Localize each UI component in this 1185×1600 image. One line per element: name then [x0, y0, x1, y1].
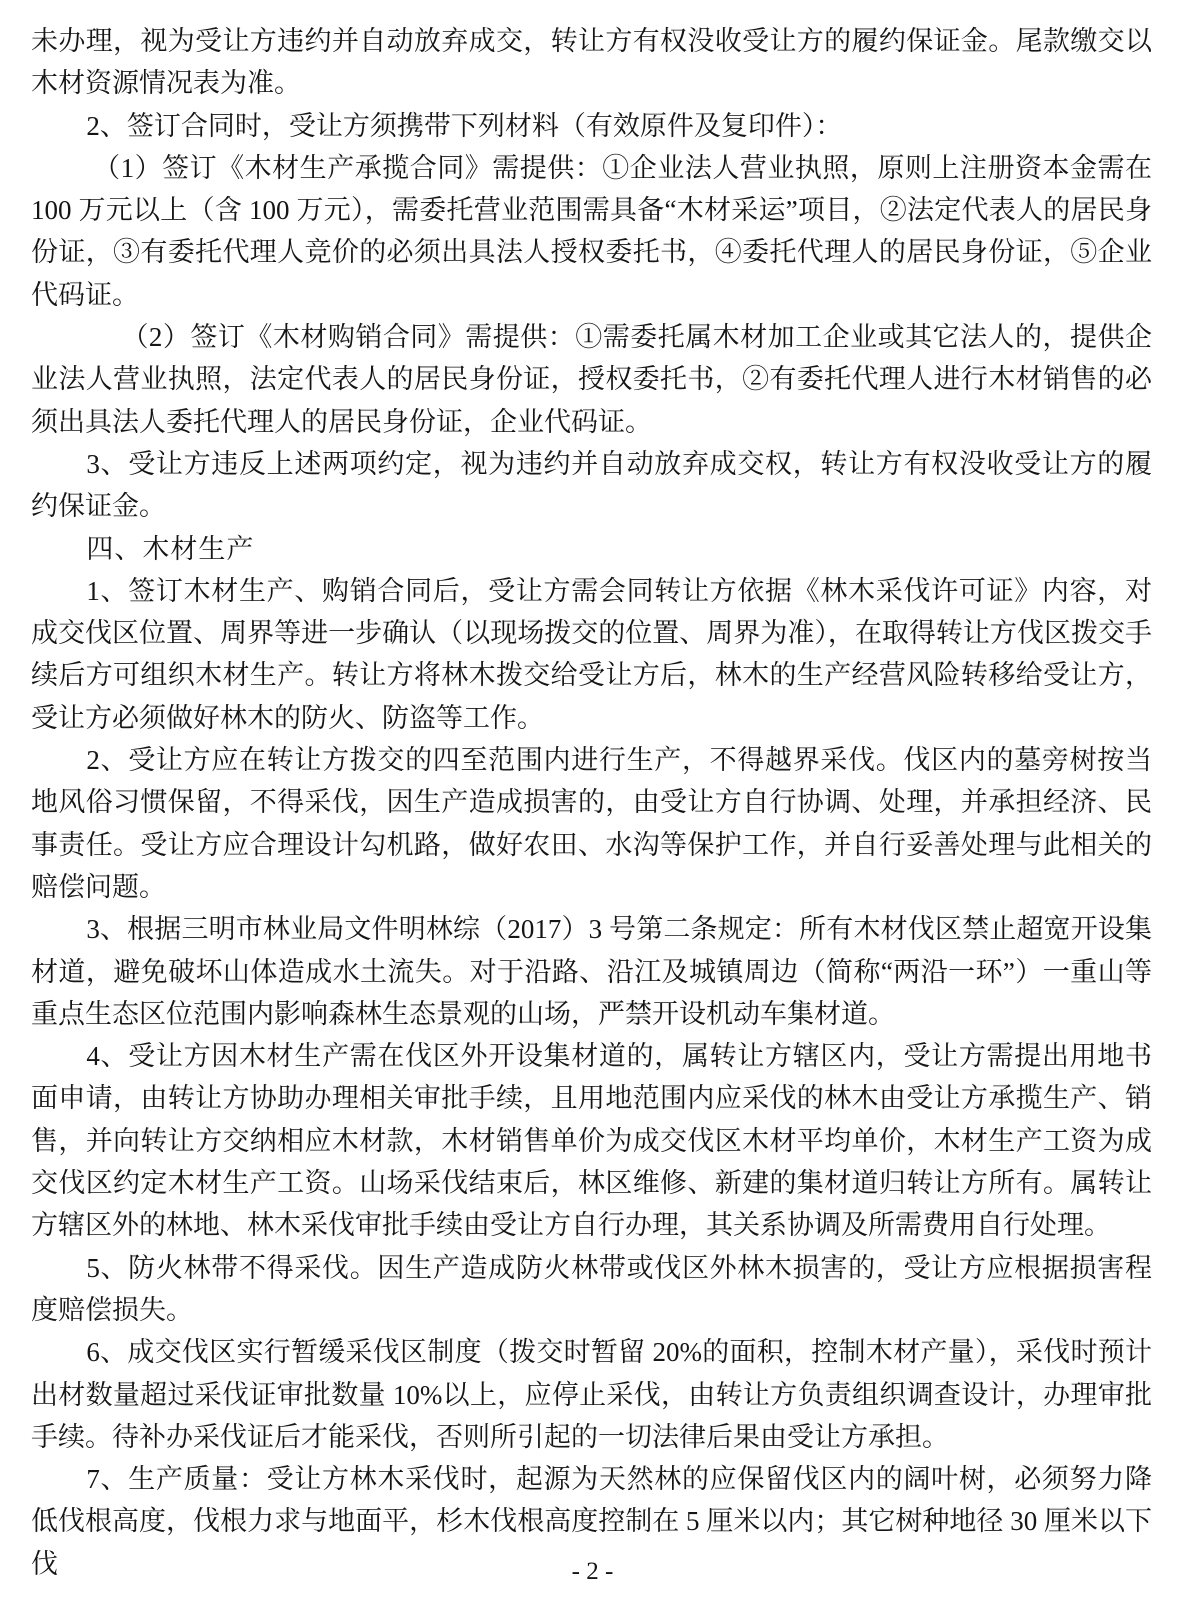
paragraph-item-1: 1、签订木材生产、购销合同后，受让方需会同转让方依据《林木采伐许可证》内容，对成交伐区位置、周界等进一步确认（以现场拨交的位置、周界为准），在取得转让方伐区拨交手续后方可组织木材生产。转让方将林木拨交给受让方后，林木的生产经营风险转移给受让方，受让方必须做好林木的防火、防盗等工作。 — [31, 575, 1152, 733]
paragraph-continuation: 未办理，视为受让方违约并自动放弃成交，转让方有权没收受让方的履约保证金。尾款缴交以木材资源情况表为准。 — [31, 26, 1152, 99]
paragraph-subitem-1: （1）签订《木材生产承揽合同》需提供：①企业法人营业执照，原则上注册资本金需在 100 万元以上（含 100 万元），需委托营业范围需具备“木材采运”项目，②法定代表人的居民身份证，③有委托代理人竞价的必须出具法人授权委托书，④委托代理人的居民身份证，⑤企业代码证。 — [31, 152, 1152, 310]
paragraph-item-3b: 3、根据三明市林业局文件明林综（2017）3 号第二条规定：所有木材伐区禁止超宽开设集材道，避免破坏山体造成水土流失。对于沿路、沿江及城镇周边（简称“两沿一环”）一重山等重点生态区位范围内影响森林生态景观的山场，严禁开设机动车集材道。 — [31, 914, 1152, 1029]
paragraph-item-4: 4、受让方因木材生产需在伐区外开设集材道的，属转让方辖区内，受让方需提出用地书面申请，由转让方协助办理相关审批手续，且用地范围内应采伐的林木由受让方承揽生产、销售，并向转让方交纳相应木材款，木材销售单价为成交伐区木材平均单价，木材生产工资为成交伐区约定木材生产工资。山场采伐结束后，林区维修、新建的集材道归转让方所有。属转让方辖区外的林地、林木采伐审批手续由受让方自行办理，其关系协调及所需费用自行处理。 — [31, 1041, 1152, 1241]
paragraph-item-2b: 2、受让方应在转让方拨交的四至范围内进行生产，不得越界采伐。伐区内的墓旁树按当地风俗习惯保留，不得采伐，因生产造成损害的，由受让方自行协调、处理，并承担经济、民事责任。受让方应合理设计勾机路，做好农田、水沟等保护工作，并自行妥善处理与此相关的赔偿问题。 — [31, 745, 1152, 902]
paragraph-item-7: 7、生产质量：受让方林木采伐时，起源为天然林的应保留伐区内的阔叶树，必须努力降低伐根高度，伐根力求与地面平，杉木伐根高度控制在 5 厘米以内；其它树种地径 30 厘米以下伐 — [31, 1464, 1152, 1579]
section-heading: 四、木材生产 — [86, 533, 255, 564]
paragraph-subitem-2: （2）签订《木材购销合同》需提供：①需委托属木材加工企业或其它法人的，提供企业法人营业执照，法定代表人的居民身份证，授权委托书，②有委托代理人进行木材销售的必须出具法人委托代理人的居民身份证，企业代码证。 — [31, 322, 1152, 437]
paragraph-item-3: 3、受让方违反上述两项约定，视为违约并自动放弃成交权，转让方有权没收受让方的履约保证金。 — [31, 448, 1152, 522]
page-number: - 2 - — [571, 1558, 614, 1585]
paragraph-item-5: 5、防火林带不得采伐。因生产造成防火林带或伐区外林木损害的，受让方应根据损害程度赔偿损失。 — [31, 1252, 1152, 1325]
paragraph-item-2: 2、签订合同时，受让方须携带下列材料（有效原件及复印件）： — [86, 110, 843, 141]
paragraph-item-6: 6、成交伐区实行暂缓采伐区制度（拨交时暂留 20%的面积，控制木材产量），采伐时预计出材数量超过采伐证审批数量 10%以上，应停止采伐，由转让方负责组织调查设计，办理审批手续。待补办采伐证后才能采伐，否则所引起的一切法律后果由受让方承担。 — [31, 1337, 1152, 1452]
